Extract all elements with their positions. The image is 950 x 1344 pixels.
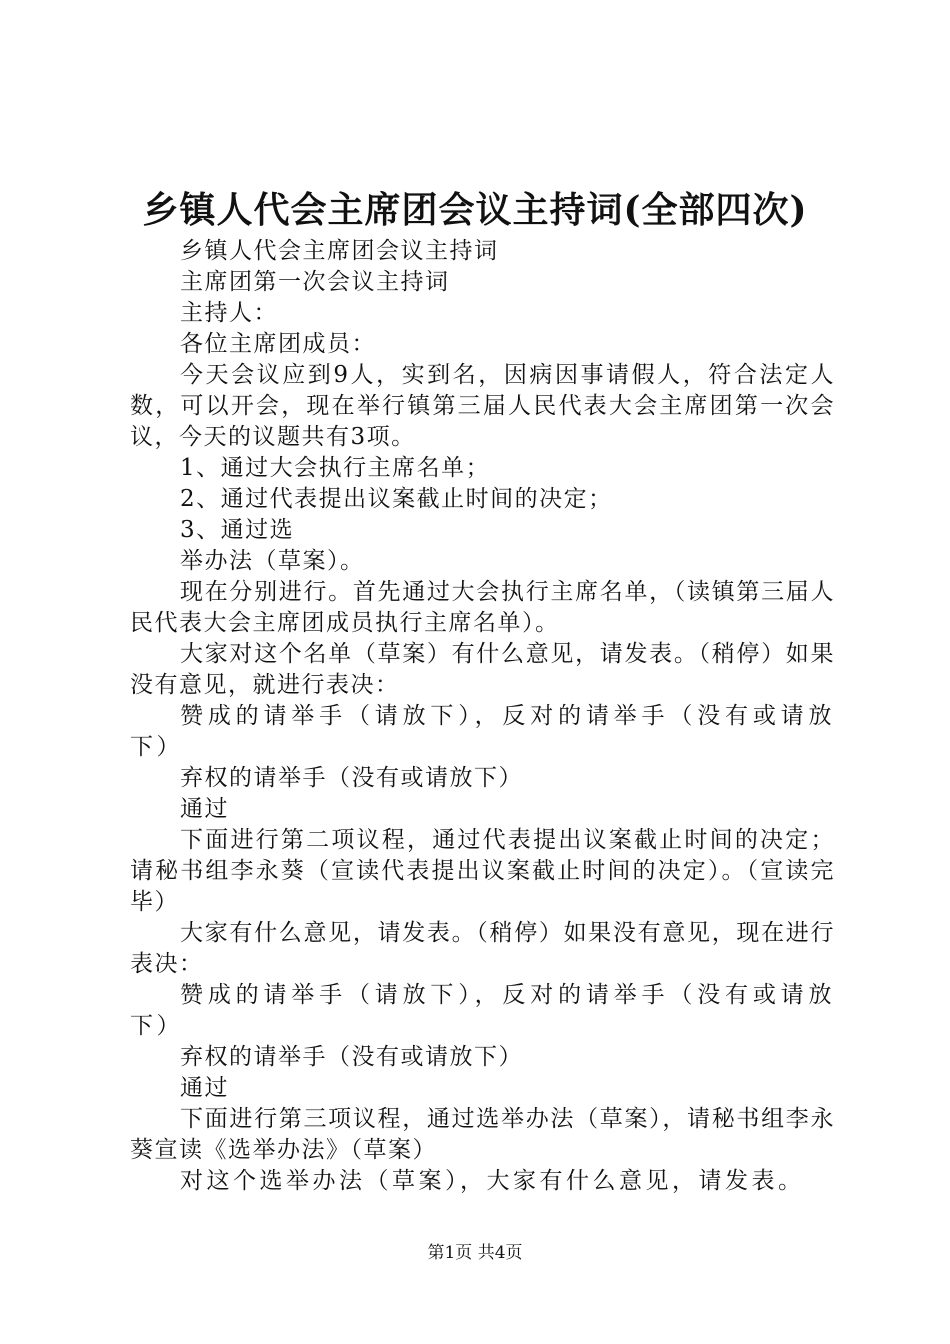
paragraph: 通过	[180, 1075, 229, 1101]
paragraph: 弃权的请举手（没有或请放下）	[180, 765, 523, 791]
document-title: 乡镇人代会主席团会议主持词(全部四次)	[142, 189, 808, 231]
page-footer: 第1页 共4页	[427, 1243, 523, 1263]
paragraph: 下面进行第二项议程，通过代表提出议案截止时间的决定；请秘书组李永葵（宣读代表提出议案截止时间的决定）。（宣读完毕）	[130, 827, 835, 915]
paragraph: 举办法（草案）。	[180, 548, 365, 574]
paragraph: 现在分别进行。首先通过大会执行主席名单，（读镇第三届人民代表大会主席团成员执行主席名单）。	[130, 579, 835, 636]
paragraph: 弃权的请举手（没有或请放下）	[180, 1044, 523, 1070]
paragraph: 对这个选举办法（草案），大家有什么意见，请发表。	[180, 1168, 805, 1194]
paragraph: 2、通过代表提出议案截止时间的决定；	[180, 486, 613, 512]
paragraph: 赞成的请举手（请放下），反对的请举手（没有或请放下）	[130, 982, 835, 1039]
paragraph: 通过	[180, 796, 229, 822]
paragraph: 1、通过大会执行主席名单；	[180, 455, 491, 481]
paragraph: 下面进行第三项议程，通过选举办法（草案），请秘书组李永葵宣读《选举办法》（草案）	[130, 1106, 835, 1163]
document-body	[130, 236, 835, 1197]
paragraph: 大家对这个名单（草案）有什么意见，请发表。（稍停）如果没有意见，就进行表决：	[130, 641, 835, 698]
paragraph: 乡镇人代会主席团会议主持词	[180, 238, 499, 264]
paragraph: 主席团第一次会议主持词	[180, 269, 450, 295]
paragraph: 赞成的请举手（请放下），反对的请举手（没有或请放下）	[130, 703, 835, 760]
paragraph: 大家有什么意见，请发表。（稍停）如果没有意见，现在进行表决：	[130, 920, 835, 977]
paragraph: 3、通过选	[180, 517, 295, 543]
paragraph: 主持人：	[180, 300, 278, 326]
paragraph: 今天会议应到9人，实到名，因病因事请假人，符合法定人数，可以开会，现在举行镇第三届人民代表大会主席团第一次会议，今天的议题共有3项。	[130, 362, 835, 450]
paragraph: 各位主席团成员：	[180, 331, 376, 357]
